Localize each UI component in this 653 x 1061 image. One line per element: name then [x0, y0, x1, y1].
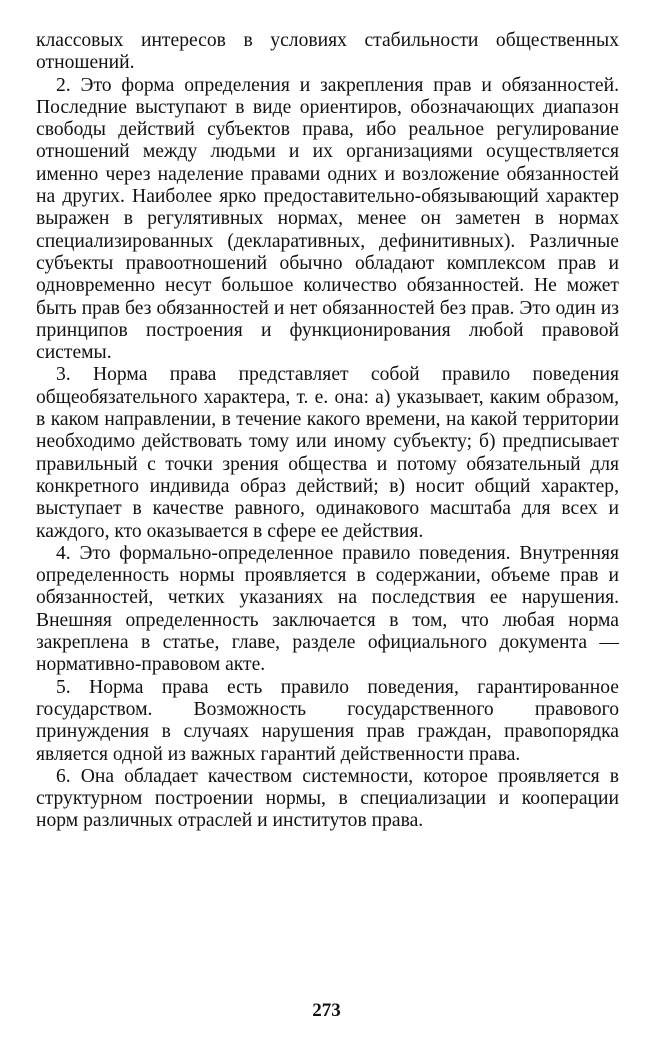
paragraph-3: 3. Норма права представляет собой правило поведения общеобязательного характера, т. е. она: а) указывает, каким образом, в каком направлении, в течение какого времени, на какой территории необходимо действовать тому или иному субъекту; б) предписывает правильный с точки зрения общества и потому обязательный для конкретного индивида образ действий; в) носит общий характер, выступает в качестве равного, одинакового масштаба для всех и каждого, кто оказывается в сфере ее действия.: [36, 364, 619, 542]
page-number: 273: [312, 1000, 341, 1021]
paragraph-5: 5. Норма права есть правило поведения, гарантированное государством. Возможность государственного правового принуждения в случаях нарушения прав граждан, правопорядка является одной из важных гарантий действенности права.: [36, 676, 619, 765]
paragraph-6: 6. Она обладает качеством системности, которое проявляется в структурном построении нормы, в специализации и кооперации норм различных отраслей и институтов права.: [36, 765, 619, 832]
page-body: [36, 30, 619, 833]
paragraph-continuation: классовых интересов в условиях стабильности общественных отношений.: [36, 30, 619, 74]
paragraph-4: 4. Это формально-определенное правило поведения. Внутренняя определенность нормы проявляется в содержании, объеме прав и обязанностей, четких указаниях на последствия ее нарушения. Внешняя определенность заключается в том, что любая норма закреплена в статье, главе, разделе официального документа — нормативно-правовом акте.: [36, 542, 619, 676]
paragraph-2: 2. Это форма определения и закрепления прав и обязанностей. Последние выступают в виде ориентиров, обозначающих диапазон свободы действий субъектов права, ибо реальное регулирование отношений между людьми и их организациями осуществляется именно через наделение правами одних и возложение обязанностей на других. Наиболее ярко предоставительно-обязывающий характер выражен в регулятивных нормах, менее он заметен в нормах специализированных (декларативных, дефинитивных). Различные субъекты правоотношений обычно обладают комплексом прав и одновременно несут большое количество обязанностей. Не может быть прав без обязанностей и нет обязанностей без прав. Это один из принципов построения и функционирования любой правовой системы.: [36, 74, 619, 364]
